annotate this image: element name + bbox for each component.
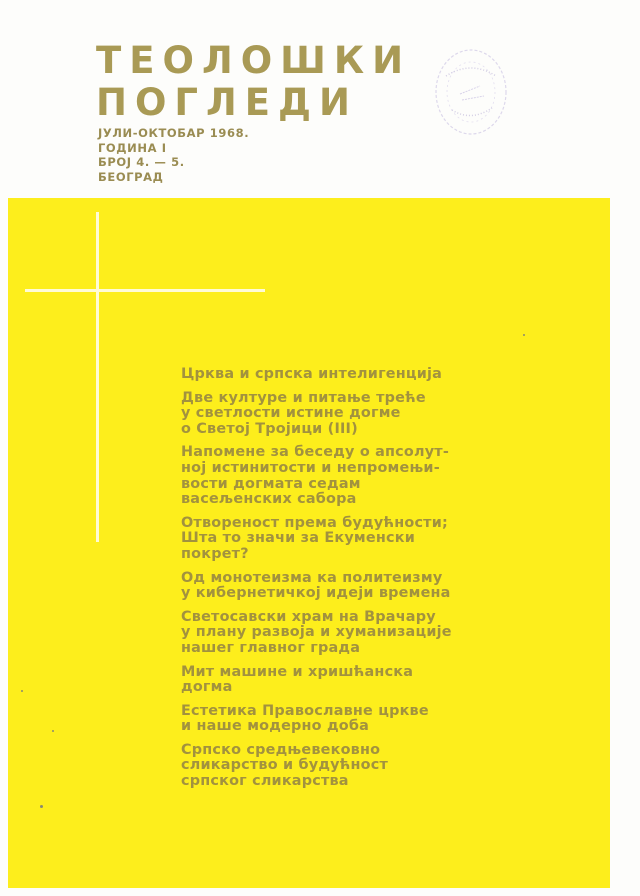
article-title <box>181 516 541 563</box>
article-title-line: ној истинитости и непромењи- <box>181 459 440 476</box>
article-title-line: у кибернетичкој идеји времена <box>181 585 451 602</box>
article-title-line: у светлости истине догме <box>181 405 401 422</box>
article-title-line: Српско средњевековно <box>181 741 381 758</box>
article-title-line: Шта то значи за Екуменски <box>181 530 415 547</box>
article-title-line: догма <box>181 679 233 696</box>
print-speck <box>52 730 54 732</box>
article-title <box>181 391 541 438</box>
article-title <box>181 571 541 602</box>
article-title-line: Светосавски храм на Врачару <box>181 608 436 625</box>
article-title <box>181 704 541 735</box>
journal-title-line-2: ПОГЛЕДИ <box>96 81 358 124</box>
cross-icon-bar <box>25 289 265 292</box>
article-title <box>181 665 541 696</box>
article-title-line: о Светој Тројици (III) <box>181 420 358 437</box>
issue-info <box>98 126 249 184</box>
article-title-line: вости догмата седам <box>181 475 361 492</box>
article-title <box>181 743 541 790</box>
journal-title <box>96 40 411 124</box>
article-title-line: Напомене за беседу о апсолут- <box>181 444 450 461</box>
article-title-line: Естетика Православне цркве <box>181 702 429 719</box>
table-of-contents <box>181 367 541 798</box>
article-title-line: Мит машине и хришћанска <box>181 663 414 680</box>
article-title <box>181 367 541 383</box>
library-stamp <box>432 46 510 138</box>
article-title-line: нашег главног града <box>181 639 361 656</box>
article-title-line: Црква и српска интелигенција <box>181 366 443 382</box>
print-speck <box>523 334 525 336</box>
article-title-line: Две културе и питање треће <box>181 389 426 406</box>
article-title-line: покрет? <box>181 545 249 562</box>
journal-title-line-1: ТЕОЛОШКИ <box>96 39 412 82</box>
issue-period: ЈУЛИ-ОКТОБАР 1968. <box>98 126 250 140</box>
article-title-line: васељенских сабора <box>181 491 357 508</box>
print-speck <box>40 805 43 808</box>
article-title-line: Од монотеизма ка политеизму <box>181 569 443 586</box>
print-speck <box>21 690 23 692</box>
issue-year: ГОДИНА I <box>98 140 167 155</box>
cross-icon <box>96 212 99 542</box>
issue-number: БРОЈ 4. — 5. <box>98 155 185 169</box>
issue-city: БЕОГРАД <box>98 169 164 184</box>
article-title-line: и наше модерно доба <box>181 718 370 735</box>
article-title <box>181 610 541 657</box>
article-title <box>181 445 541 507</box>
article-title-line: сликарство и будућност <box>181 757 389 774</box>
article-title-line: Отвореност према будућности; <box>181 514 448 531</box>
article-title-line: у плану развоја и хуманизације <box>181 624 452 641</box>
article-title-line: српског сликарства <box>181 773 349 790</box>
